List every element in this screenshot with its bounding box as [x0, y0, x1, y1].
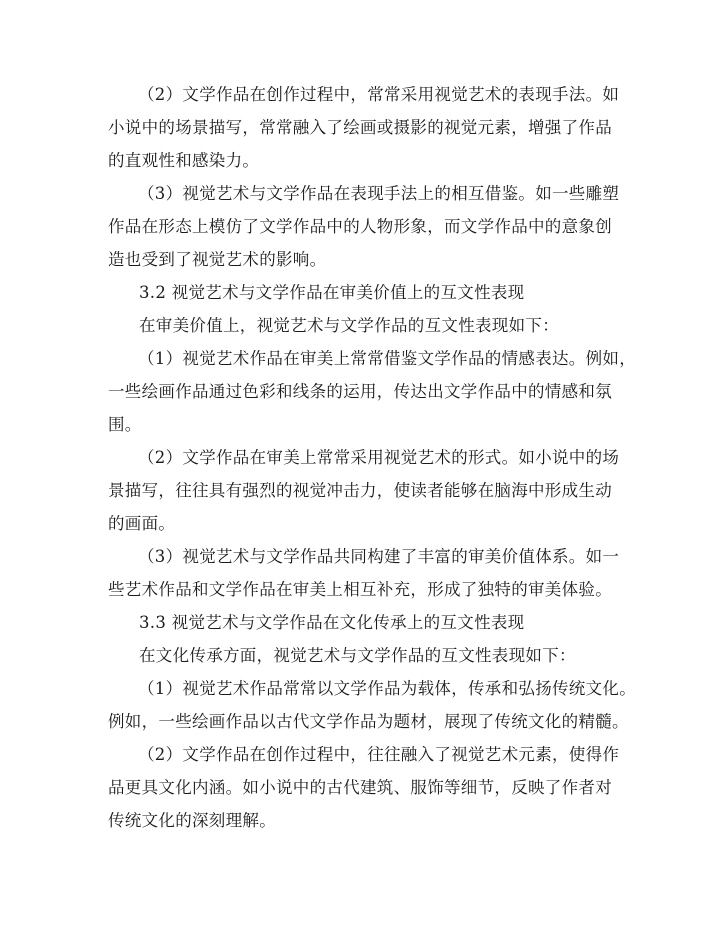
paragraph-line: （2）文学作品在审美上常常采用视觉艺术的形式。如小说中的场 — [138, 448, 620, 467]
paragraph-line: （3）视觉艺术与文学作品在表现手法上的相互借鉴。如一些雕塑 — [138, 184, 620, 203]
paragraph-line: 例如，一些绘画作品以古代文学作品为题材，展现了传统文化的精髓。 — [108, 712, 629, 731]
paragraph-line: 景描写，往往具有强烈的视觉冲击力，使读者能够在脑海中形成生动 — [108, 481, 612, 500]
paragraph-line: 传统文化的深刻理解。 — [108, 811, 276, 830]
section-heading: 3.3 视觉艺术与文学作品在文化传承上的互文性表现 — [139, 613, 525, 632]
paragraph-line: （3）视觉艺术与文学作品共同构建了丰富的审美价值体系。如一 — [138, 547, 620, 566]
paragraph-line: 的直观性和感染力。 — [108, 151, 260, 170]
paragraph-line: 一些绘画作品通过色彩和线条的运用，传达出文学作品中的情感和氛 — [108, 382, 612, 401]
paragraph-line: 品更具文化内涵。如小说中的古代建筑、服饰等细节，反映了作者对 — [108, 778, 612, 797]
section-heading: 3.2 视觉艺术与文学作品在审美价值上的互文性表现 — [139, 283, 525, 302]
paragraph-line: （2）文学作品在创作过程中，往往融入了视觉艺术元素，使得作 — [138, 745, 620, 764]
paragraph-line: （1）视觉艺术作品在审美上常常借鉴文学作品的情感表达。例如， — [138, 349, 636, 368]
paragraph-line: 造也受到了视觉艺术的影响。 — [108, 250, 327, 269]
paragraph-line: 围。 — [108, 415, 142, 434]
section-intro: 在审美价值上，视觉艺术与文学作品的互文性表现如下： — [139, 316, 559, 335]
paragraph-line: 的画面。 — [108, 514, 176, 533]
paragraph-line: 作品在形态上模仿了文学作品中的人物形象，而文学作品中的意象创 — [108, 217, 612, 236]
paragraph-line: 些艺术作品和文学作品在审美上相互补充，形成了独特的审美体验。 — [108, 580, 612, 599]
paragraph-line: （1）视觉艺术作品常常以文学作品为载体，传承和弘扬传统文化。 — [138, 679, 636, 698]
section-intro: 在文化传承方面，视觉艺术与文学作品的互文性表现如下： — [139, 646, 576, 665]
paragraph-line: （2）文学作品在创作过程中，常常采用视觉艺术的表现手法。如 — [138, 85, 620, 104]
paragraph-line: 小说中的场景描写，常常融入了绘画或摄影的视觉元素，增强了作品 — [108, 118, 612, 137]
